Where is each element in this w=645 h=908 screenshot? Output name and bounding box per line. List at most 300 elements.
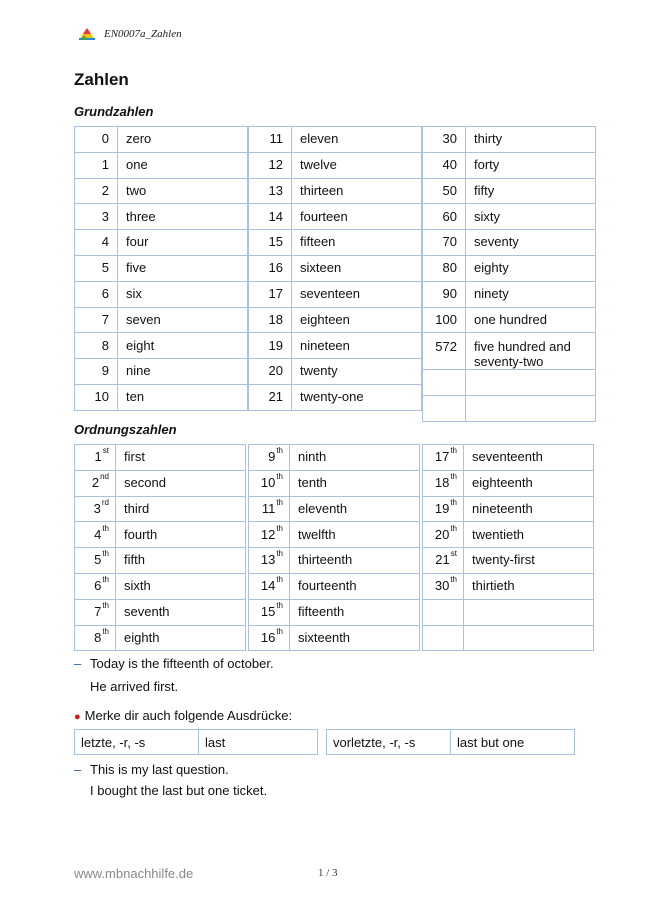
- word-cell: [118, 230, 248, 256]
- number-value: 7: [94, 604, 102, 620]
- cardinals-table-3: [422, 126, 596, 422]
- number-value: 18: [268, 311, 283, 327]
- number-word: thirtieth: [472, 578, 515, 594]
- number-value: 11: [269, 131, 283, 147]
- table-row: [249, 204, 422, 230]
- number-word: ninety: [474, 286, 509, 302]
- word-cell: [290, 548, 420, 574]
- number-cell: [75, 127, 118, 153]
- number-cell: [423, 369, 466, 395]
- number-word: thirteen: [300, 182, 344, 198]
- table-row: [249, 178, 422, 204]
- number-value: 21: [268, 389, 283, 405]
- number-word: thirty: [474, 131, 503, 147]
- table-row: [423, 230, 596, 256]
- table-row: [423, 548, 594, 574]
- number-cell: [423, 548, 464, 574]
- table-row: [423, 369, 596, 395]
- table-row: [75, 307, 248, 333]
- number-word: fifth: [124, 552, 145, 568]
- number-cell: [249, 573, 290, 599]
- word-cell: [466, 307, 596, 333]
- number-cell: [75, 384, 118, 410]
- word-cell: [464, 445, 594, 471]
- number-word: eighteenth: [472, 475, 533, 491]
- number-cell: [423, 470, 464, 496]
- number-cell: [75, 255, 118, 281]
- number-word: two: [126, 182, 147, 198]
- table-row: [249, 384, 422, 410]
- number-value: 17: [434, 449, 450, 465]
- dash-marker: –: [74, 656, 82, 671]
- table-row: [423, 127, 596, 153]
- number-word: eleventh: [298, 500, 348, 516]
- table-row: [75, 470, 246, 496]
- number-word: zero: [126, 131, 152, 147]
- number-cell: [75, 573, 116, 599]
- number-value: 4: [101, 234, 109, 250]
- word-cell: [116, 573, 246, 599]
- number-word: fourteen: [300, 208, 348, 224]
- table-row: [249, 127, 422, 153]
- ordinal-suffix: nd: [100, 472, 109, 482]
- table-row: [423, 255, 596, 281]
- number-cell: [75, 445, 116, 471]
- expression-english-2: last but one: [451, 730, 575, 755]
- number-word: forty: [474, 157, 500, 173]
- word-cell: [292, 333, 422, 359]
- number-cell: [75, 625, 116, 651]
- number-cell: [75, 522, 116, 548]
- number-cell: [249, 255, 292, 281]
- table-row: [75, 333, 248, 359]
- word-cell: [116, 548, 246, 574]
- number-cell: [75, 152, 118, 178]
- number-value: 17: [268, 286, 283, 302]
- number-value: 9: [101, 363, 109, 379]
- number-cell: [423, 281, 466, 307]
- expression-german-2: vorletzte, -r, -s: [327, 730, 451, 755]
- dash-marker: –: [74, 762, 82, 777]
- ordinal-suffix: th: [450, 472, 457, 482]
- word-cell: [292, 307, 422, 333]
- example-sentence-1: – Today is the fifteenth of october.: [74, 656, 274, 671]
- logo-icon: [78, 27, 96, 41]
- note-text: Merke dir auch folgende Ausdrücke:: [84, 708, 293, 723]
- table-row: [75, 522, 246, 548]
- ordinal-suffix: th: [276, 575, 283, 585]
- ordinal-suffix: rd: [101, 497, 109, 507]
- number-word: sixth: [124, 578, 151, 594]
- table-row: [75, 359, 248, 385]
- ordinal-suffix: th: [276, 626, 283, 636]
- number-value: 19: [268, 337, 283, 353]
- word-cell: [116, 445, 246, 471]
- ordinal-suffix: st: [102, 446, 109, 456]
- word-cell: [466, 127, 596, 153]
- number-value: 3: [101, 208, 109, 224]
- number-value: 4: [94, 526, 102, 542]
- number-word: six: [126, 286, 142, 302]
- word-cell: [118, 255, 248, 281]
- number-value: 40: [442, 157, 457, 173]
- number-word: tenth: [298, 475, 327, 491]
- document-id: EN0007a_Zahlen: [104, 28, 182, 40]
- header: [78, 24, 182, 44]
- table-row: [75, 548, 246, 574]
- table-row: [423, 573, 594, 599]
- ordinals-table-3: [422, 444, 594, 651]
- number-value: 70: [442, 234, 457, 250]
- number-cell: [423, 522, 464, 548]
- note-line: [74, 708, 292, 723]
- number-word: second: [124, 475, 166, 491]
- table-row: [249, 230, 422, 256]
- number-value: 100: [435, 311, 457, 327]
- number-word: twenty-first: [472, 552, 535, 568]
- ordinal-suffix: th: [450, 497, 457, 507]
- word-cell: [466, 369, 596, 395]
- number-value: 1: [94, 449, 102, 465]
- number-value: 90: [442, 286, 457, 302]
- table-row: [423, 333, 596, 370]
- number-word: seven: [126, 311, 161, 327]
- number-cell: [249, 548, 290, 574]
- footer-website: www.mbnachhilfe.de: [74, 866, 194, 881]
- number-word: seventeenth: [472, 449, 543, 465]
- table-row: [249, 599, 420, 625]
- number-cell: [249, 230, 292, 256]
- number-cell: [249, 496, 290, 522]
- number-word: nine: [126, 363, 151, 379]
- word-cell: [118, 281, 248, 307]
- number-cell: [423, 127, 466, 153]
- number-word: twelfth: [298, 526, 336, 542]
- example-sentence-2: He arrived first.: [90, 679, 179, 694]
- number-cell: [249, 445, 290, 471]
- word-cell: [466, 255, 596, 281]
- table-row: [249, 281, 422, 307]
- number-value: 30: [434, 578, 450, 594]
- number-cell: [75, 470, 116, 496]
- table-row: [249, 307, 422, 333]
- example-sentence-3: – This is my last question.: [74, 762, 229, 777]
- table-row: [249, 470, 420, 496]
- number-value: 19: [434, 500, 450, 516]
- word-cell: [292, 230, 422, 256]
- table-row: [249, 333, 422, 359]
- number-word: one hundred: [474, 311, 548, 327]
- table-row: [423, 204, 596, 230]
- ordinal-suffix: th: [276, 549, 283, 559]
- number-word: ninth: [298, 449, 327, 465]
- number-cell: [75, 359, 118, 385]
- expression-german-1: letzte, -r, -s: [75, 730, 199, 755]
- ordinal-suffix: th: [102, 601, 109, 611]
- word-cell: [118, 307, 248, 333]
- word-cell: [292, 152, 422, 178]
- number-value: 6: [101, 286, 109, 302]
- number-word: twelve: [300, 157, 337, 173]
- ordinal-suffix: th: [276, 472, 283, 482]
- word-cell: [118, 204, 248, 230]
- number-value: 12: [268, 157, 283, 173]
- table-row: [75, 730, 575, 755]
- table-row: [75, 230, 248, 256]
- number-value: 16: [260, 629, 276, 645]
- table-row: [75, 599, 246, 625]
- table-row: [423, 152, 596, 178]
- number-value: 2: [101, 182, 109, 198]
- table-row: [249, 548, 420, 574]
- word-cell: [118, 152, 248, 178]
- number-value: 8: [101, 337, 109, 353]
- word-cell: [464, 496, 594, 522]
- cardinals-table-2: [248, 126, 422, 411]
- word-cell: [466, 230, 596, 256]
- table-row: [249, 359, 422, 385]
- number-cell: [423, 204, 466, 230]
- cardinals-heading: Grundzahlen: [74, 104, 154, 119]
- number-cell: [423, 307, 466, 333]
- number-word: seventh: [124, 604, 170, 620]
- number-value: 13: [268, 182, 283, 198]
- example-sentence-4: I bought the last but one ticket.: [90, 783, 268, 798]
- number-cell: [249, 127, 292, 153]
- number-cell: [75, 281, 118, 307]
- ordinal-suffix: th: [276, 446, 283, 456]
- word-cell: [116, 470, 246, 496]
- table-row: [423, 496, 594, 522]
- number-value: 14: [268, 208, 283, 224]
- number-cell: [75, 548, 116, 574]
- number-word: first: [124, 449, 145, 465]
- table-row: [249, 522, 420, 548]
- number-value: 2: [91, 475, 100, 491]
- number-cell: [249, 307, 292, 333]
- word-cell: [464, 548, 594, 574]
- word-cell: [466, 281, 596, 307]
- word-cell: [466, 333, 596, 370]
- word-cell: [292, 204, 422, 230]
- number-cell: [423, 496, 464, 522]
- word-cell: [290, 522, 420, 548]
- table-row: [75, 127, 248, 153]
- word-cell: [290, 445, 420, 471]
- number-value: 21: [435, 552, 450, 568]
- number-value: 11: [261, 500, 276, 516]
- number-cell: [249, 384, 292, 410]
- word-cell: [466, 204, 596, 230]
- word-cell: [290, 599, 420, 625]
- table-row: [423, 307, 596, 333]
- word-cell: [292, 255, 422, 281]
- ordinal-suffix: th: [450, 523, 457, 533]
- number-cell: [423, 230, 466, 256]
- number-word: one: [126, 157, 148, 173]
- table-row: [423, 178, 596, 204]
- ordinal-suffix: th: [276, 523, 283, 533]
- number-value: 6: [94, 578, 102, 594]
- bullet-icon: ●: [74, 711, 81, 723]
- number-value: 572: [435, 339, 457, 355]
- number-word: nineteenth: [472, 500, 533, 516]
- expressions-table: [74, 729, 575, 755]
- word-cell: [464, 522, 594, 548]
- table-row: [75, 152, 248, 178]
- word-cell: [118, 384, 248, 410]
- number-word: fifty: [474, 182, 495, 198]
- number-cell: [75, 333, 118, 359]
- table-row: [75, 281, 248, 307]
- table-row: [423, 522, 594, 548]
- number-word: fifteen: [300, 234, 336, 250]
- table-row: [75, 178, 248, 204]
- page-number: 1 / 3: [318, 867, 338, 879]
- word-cell: [116, 522, 246, 548]
- table-row: [423, 599, 594, 625]
- cardinals-table-1: [74, 126, 248, 411]
- table-row: [423, 395, 596, 421]
- table-row: [75, 496, 246, 522]
- number-word: eighteen: [300, 311, 350, 327]
- table-row: [75, 384, 248, 410]
- table-row: [75, 625, 246, 651]
- number-word: fourth: [124, 526, 158, 542]
- number-value: 10: [94, 389, 109, 405]
- number-cell: [423, 255, 466, 281]
- word-cell: [292, 359, 422, 385]
- number-value: 20: [434, 526, 450, 542]
- number-word: sixteenth: [298, 629, 351, 645]
- number-word: twenty: [300, 363, 338, 379]
- number-cell: [249, 204, 292, 230]
- ordinal-suffix: th: [102, 549, 109, 559]
- table-row: [249, 445, 420, 471]
- number-value: 3: [93, 500, 101, 516]
- number-value: 5: [101, 260, 109, 276]
- table-row: [423, 445, 594, 471]
- ordinal-suffix: th: [102, 575, 109, 585]
- table-row: [249, 152, 422, 178]
- ordinal-suffix: th: [450, 446, 457, 456]
- word-cell: [118, 127, 248, 153]
- word-cell: [290, 625, 420, 651]
- number-word: sixty: [474, 208, 500, 224]
- number-cell: [249, 281, 292, 307]
- ordinal-suffix: th: [102, 626, 109, 636]
- word-cell: [466, 395, 596, 421]
- number-value: 16: [268, 260, 283, 276]
- number-word: eleven: [300, 131, 339, 147]
- word-cell: [292, 384, 422, 410]
- number-value: 12: [260, 526, 276, 542]
- word-cell: [464, 599, 594, 625]
- table-row: [249, 496, 420, 522]
- ordinal-suffix: th: [102, 523, 109, 533]
- number-word: sixteen: [300, 260, 342, 276]
- word-cell: [466, 152, 596, 178]
- number-cell: [423, 599, 464, 625]
- number-cell: [249, 470, 290, 496]
- number-word: twenty-one: [300, 389, 364, 405]
- table-row: [249, 573, 420, 599]
- ordinal-suffix: st: [450, 549, 457, 559]
- word-cell: [292, 281, 422, 307]
- number-value: 30: [442, 131, 457, 147]
- number-cell: [75, 178, 118, 204]
- table-row: [249, 255, 422, 281]
- number-word: twentieth: [472, 526, 525, 542]
- ordinal-suffix: th: [450, 575, 457, 585]
- number-word: thirteenth: [298, 552, 353, 568]
- number-value: 14: [260, 578, 276, 594]
- number-word: eight: [126, 337, 155, 353]
- number-cell: [423, 333, 466, 370]
- number-cell: [423, 445, 464, 471]
- word-cell: [118, 333, 248, 359]
- word-cell: [116, 625, 246, 651]
- number-cell: [249, 359, 292, 385]
- number-cell: [249, 599, 290, 625]
- number-cell: [423, 152, 466, 178]
- number-value: 60: [442, 208, 457, 224]
- word-cell: [466, 178, 596, 204]
- word-cell: [464, 470, 594, 496]
- ordinal-suffix: th: [276, 497, 283, 507]
- number-value: 1: [101, 157, 109, 173]
- word-cell: [464, 573, 594, 599]
- word-cell: [118, 178, 248, 204]
- number-value: 10: [260, 475, 276, 491]
- table-row: [75, 445, 246, 471]
- number-cell: [249, 333, 292, 359]
- number-value: 13: [260, 552, 276, 568]
- number-cell: [75, 496, 116, 522]
- word-cell: [118, 359, 248, 385]
- number-word: third: [124, 500, 150, 516]
- number-word: four: [126, 234, 149, 250]
- word-cell: [464, 625, 594, 651]
- ordinals-heading: Ordnungszahlen: [74, 422, 177, 437]
- table-row: [75, 255, 248, 281]
- number-word: ten: [126, 389, 145, 405]
- number-value: 8: [94, 629, 102, 645]
- number-cell: [75, 307, 118, 333]
- number-cell: [249, 178, 292, 204]
- number-value: 50: [442, 182, 457, 198]
- ordinals-table-2: [248, 444, 420, 651]
- word-cell: [290, 496, 420, 522]
- number-word: three: [126, 208, 156, 224]
- number-word: fifteenth: [298, 604, 345, 620]
- number-value: 15: [260, 604, 276, 620]
- number-value: 9: [268, 449, 276, 465]
- table-row: [423, 281, 596, 307]
- word-cell: [292, 178, 422, 204]
- number-cell: [249, 522, 290, 548]
- number-cell: [423, 395, 466, 421]
- number-word: eighty: [474, 260, 509, 276]
- word-cell: [290, 573, 420, 599]
- word-cell: [290, 470, 420, 496]
- table-row: [423, 470, 594, 496]
- word-cell: [292, 127, 422, 153]
- number-word: seventeen: [300, 286, 360, 302]
- ordinal-suffix: th: [276, 601, 283, 611]
- page-title: Zahlen: [74, 70, 129, 89]
- number-cell: [423, 178, 466, 204]
